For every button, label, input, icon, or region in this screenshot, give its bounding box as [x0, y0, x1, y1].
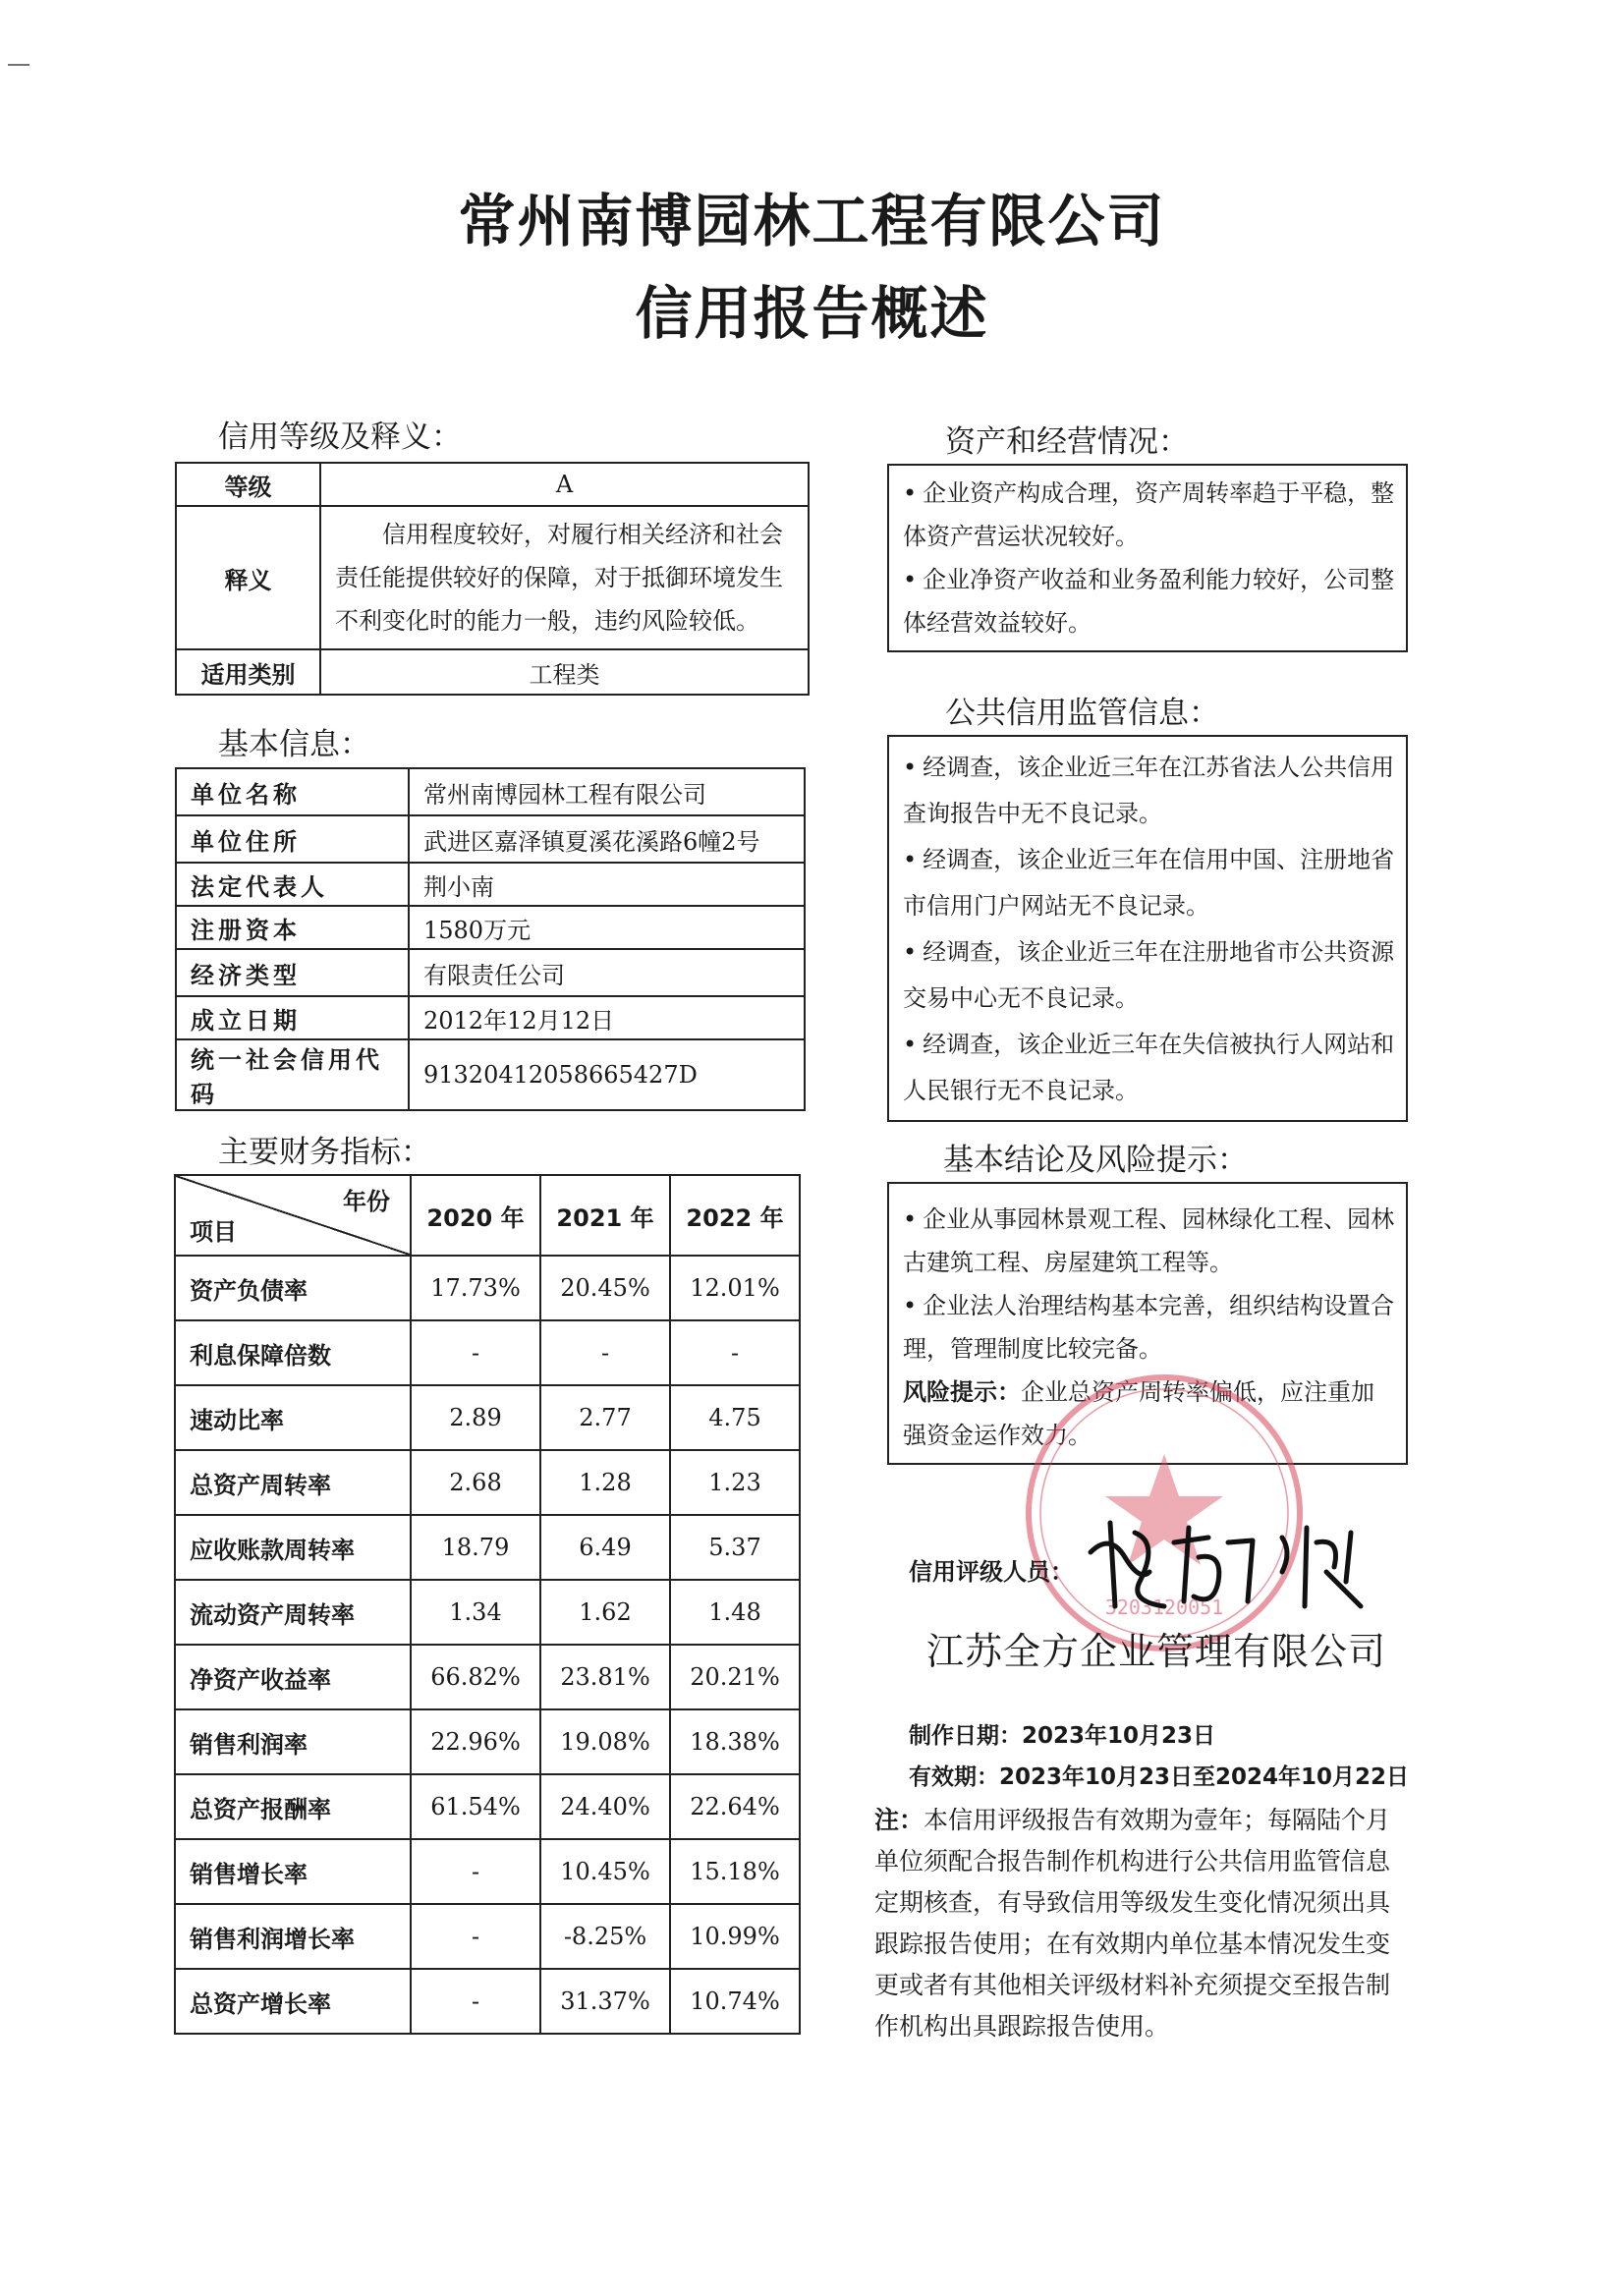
finance-metric-value: -8.25% [540, 1904, 670, 1969]
basic-info-value: 有限责任公司 [409, 949, 805, 996]
finance-row [175, 1256, 800, 1320]
finance-metric-value: 66.82% [411, 1645, 540, 1709]
finance-metric-value: 22.96% [411, 1709, 540, 1774]
meaning-label: 释义 [176, 506, 320, 649]
finance-row [175, 1774, 800, 1839]
public-credit-heading: 公共信用监管信息： [945, 696, 1219, 731]
basic-info-value: 武进区嘉泽镇夏溪花溪路6幢2号 [409, 815, 805, 863]
finance-metric-value: 4.75 [670, 1385, 800, 1450]
basic-info-label: 经济类型 [176, 949, 409, 996]
grade-label: 等级 [176, 463, 320, 506]
assets-item: • 企业净资产收益和业务盈利能力较好，公司整体经营效益较好。 [903, 566, 1395, 637]
finance-row [175, 1450, 800, 1515]
basic-info-label: 单位名称 [176, 768, 409, 815]
footnote-text: 本信用评级报告有效期为壹年；每隔陆个月单位须配合报告制作机构进行公共信用监管信息定期核查，有导致信用等级发生变化情况须出具跟踪报告使用；在有效期内单位基本情况发生变更或者有其他相关评级材料补充须提交至报告制作机构出具跟踪报告使用。 [874, 1806, 1391, 2041]
finance-metric-value: 1.28 [540, 1450, 670, 1515]
finance-metric-name: 净资产收益率 [175, 1645, 411, 1709]
public-credit-item: • 经调查，该企业近三年在失信被执行人网站和人民银行无不良记录。 [903, 1031, 1395, 1104]
public-credit-item: • 经调查，该企业近三年在注册地省市公共资源交易中心无不良记录。 [903, 938, 1395, 1012]
finance-heading: 主要财务指标： [218, 1135, 431, 1170]
finance-metric-value: 18.79 [411, 1515, 540, 1580]
year-header: 2022 年 [670, 1175, 800, 1256]
finance-metric-name: 流动资产周转率 [175, 1580, 411, 1645]
corner-year-label: 年份 [343, 1188, 390, 1215]
basic-info-row [176, 906, 805, 949]
finance-metric-value: 1.62 [540, 1580, 670, 1645]
finance-row [175, 1969, 800, 2034]
document-subtitle: 信用报告概述 [635, 280, 989, 347]
finance-metric-value: 22.64% [670, 1774, 800, 1839]
finance-metric-value: - [540, 1320, 670, 1385]
conclusion-item: • 企业法人治理结构基本完善，组织结构设置合理，管理制度比较完备。 [903, 1292, 1395, 1363]
finance-metric-value: 10.74% [670, 1969, 800, 2034]
finance-metric-value: 12.01% [670, 1256, 800, 1320]
finance-row [175, 1645, 800, 1709]
finance-metric-name: 利息保障倍数 [175, 1320, 411, 1385]
valid-range-value: 2023年10月23日至2024年10月22日 [999, 1764, 1410, 1790]
basic-info-row [176, 1039, 805, 1110]
finance-metric-value: 5.37 [670, 1515, 800, 1580]
basic-info-row [176, 815, 805, 863]
finance-metric-name: 速动比率 [175, 1385, 411, 1450]
assets-box [887, 464, 1408, 652]
basic-info-row [176, 949, 805, 996]
finance-metric-value: 1.23 [670, 1450, 800, 1515]
finance-metric-value: 2.77 [540, 1385, 670, 1450]
public-credit-item: • 经调查，该企业近三年在江苏省法人公共信用查询报告中无不良记录。 [903, 754, 1395, 827]
finance-row [175, 1839, 800, 1904]
handwritten-signature [1081, 1513, 1375, 1621]
finance-table [174, 1174, 801, 2035]
finance-metric-name: 销售利润增长率 [175, 1904, 411, 1969]
finance-row [175, 1320, 800, 1385]
grade-value: A [320, 463, 809, 506]
finance-metric-value: - [411, 1320, 540, 1385]
year-header: 2021 年 [540, 1175, 670, 1256]
finance-metric-value: 10.45% [540, 1839, 670, 1904]
finance-metric-value: 2.68 [411, 1450, 540, 1515]
made-date-label: 制作日期： [909, 1723, 1022, 1749]
basic-info-label: 注册资本 [176, 906, 409, 949]
finance-metric-value: 1.48 [670, 1580, 800, 1645]
finance-metric-name: 总资产增长率 [175, 1969, 411, 2034]
valid-label: 有效期： [909, 1764, 999, 1790]
finance-metric-name: 资产负债率 [175, 1256, 411, 1320]
basic-info-table [175, 767, 806, 1111]
finance-row [175, 1515, 800, 1580]
basic-info-value: 1580万元 [409, 906, 805, 949]
made-date-line [909, 1717, 1215, 1750]
finance-corner-cell [175, 1175, 411, 1256]
finance-metric-value: 6.49 [540, 1515, 670, 1580]
public-credit-item: • 经调查，该企业近三年在信用中国、注册地省市信用门户网站无不良记录。 [903, 846, 1395, 920]
corner-item-label: 项目 [190, 1218, 237, 1246]
finance-row [175, 1385, 800, 1450]
finance-metric-value: 18.38% [670, 1709, 800, 1774]
finance-row [175, 1709, 800, 1774]
category-label: 适用类别 [176, 649, 320, 695]
document-title: 常州南博园林工程有限公司 [458, 188, 1166, 254]
assets-item: • 企业资产构成合理，资产周转率趋于平稳，整体资产营运状况较好。 [903, 479, 1395, 550]
footnote-label: 注： [874, 1806, 924, 1834]
basic-info-label: 成立日期 [176, 996, 409, 1039]
finance-row [175, 1580, 800, 1645]
conclusion-item: • 企业从事园林景观工程、园林绿化工程、园林古建筑工程、房屋建筑工程等。 [903, 1205, 1395, 1276]
finance-metric-value: 10.99% [670, 1904, 800, 1969]
category-value: 工程类 [320, 649, 809, 695]
finance-metric-value: 20.45% [540, 1256, 670, 1320]
finance-metric-value: 19.08% [540, 1709, 670, 1774]
basic-info-row [176, 996, 805, 1039]
conclusion-heading: 基本结论及风险提示： [943, 1143, 1248, 1178]
public-credit-box [887, 735, 1408, 1122]
finance-metric-value: 61.54% [411, 1774, 540, 1839]
finance-metric-value: - [411, 1839, 540, 1904]
finance-metric-name: 总资产报酬率 [175, 1774, 411, 1839]
grade-table [175, 462, 810, 696]
finance-metric-value: 24.40% [540, 1774, 670, 1839]
finance-metric-value: 15.18% [670, 1839, 800, 1904]
basic-info-heading: 基本信息： [218, 727, 370, 762]
footnote [874, 1800, 1400, 2047]
basic-info-label: 单位住所 [176, 815, 409, 863]
basic-info-value: 91320412058665427D [409, 1039, 805, 1110]
year-header: 2020 年 [411, 1175, 540, 1256]
finance-metric-name: 销售增长率 [175, 1839, 411, 1904]
grade-heading: 信用等级及释义： [218, 420, 462, 455]
basic-info-label: 统一社会信用代码 [176, 1039, 409, 1110]
finance-metric-name: 销售利润率 [175, 1709, 411, 1774]
risk-note: 风险提示：企业总资产周转率偏低，应注重加强资金运作效力。 [903, 1378, 1374, 1449]
finance-metric-value: - [411, 1969, 540, 2034]
basic-info-value: 常州南博园林工程有限公司 [409, 768, 805, 815]
basic-info-label: 法定代表人 [176, 863, 409, 906]
finance-metric-value: 2.89 [411, 1385, 540, 1450]
finance-metric-name: 应收账款周转率 [175, 1515, 411, 1580]
basic-info-value: 2012年12月12日 [409, 996, 805, 1039]
finance-metric-name: 总资产周转率 [175, 1450, 411, 1515]
finance-metric-value: 31.37% [540, 1969, 670, 2034]
finance-metric-value: 23.81% [540, 1645, 670, 1709]
finance-metric-value: - [411, 1904, 540, 1969]
rating-company-name: 江苏全方企业管理有限公司 [926, 1630, 1387, 1673]
basic-info-value: 荆小南 [409, 863, 805, 906]
basic-info-row [176, 863, 805, 906]
signer-label: 信用评级人员： [909, 1558, 1074, 1586]
scan-edge-mark [8, 61, 29, 69]
finance-metric-value: - [670, 1320, 800, 1385]
valid-date-line [909, 1759, 1409, 1791]
stamp-code-text: 3203120051 [1104, 1595, 1224, 1619]
finance-row [175, 1904, 800, 1969]
basic-info-row [176, 768, 805, 815]
finance-metric-value: 1.34 [411, 1580, 540, 1645]
assets-heading: 资产和经营情况： [945, 424, 1189, 460]
finance-metric-value: 20.21% [670, 1645, 800, 1709]
meaning-text: 信用程度较好，对履行相关经济和社会责任能提供较好的保障，对于抵御环境发生不利变化时的能力一般，违约风险较低。 [320, 506, 809, 649]
made-date-value: 2023年10月23日 [1022, 1723, 1216, 1749]
finance-metric-value: 17.73% [411, 1256, 540, 1320]
